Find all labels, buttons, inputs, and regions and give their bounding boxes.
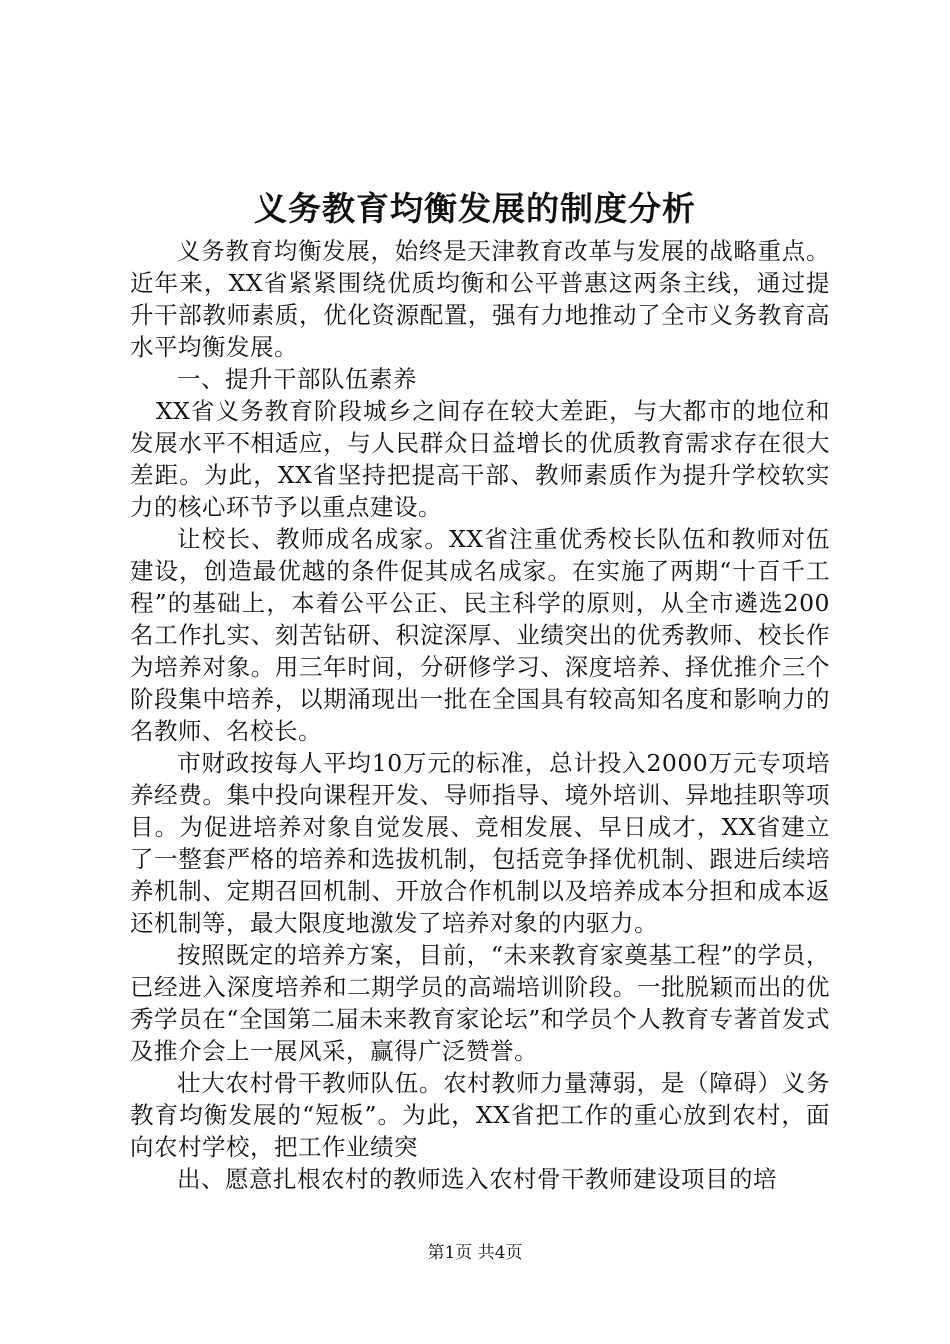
paragraph-training-plan: 按照既定的培养方案，目前，“未来教育家奠基工程”的学员，已经进入深度培养和二期学员的高端培训阶段。一批脱颖而出的优秀学员在“全国第二届未来教育家论坛”和学员个人教育专著首发式及推介会上一展风采，赢得广泛赞誉。 bbox=[130, 941, 830, 1065]
paragraph-intro: 义务教育均衡发展，始终是天津教育改革与发展的战略重点。近年来，XX省紧紧围绕优质均衡和公平普惠这两条主线，通过提升干部教师素质，优化资源配置，强有力地推动了全市义务教育高水平均衡发展。 bbox=[130, 237, 830, 361]
document-title: 义务教育均衡发展的制度分析 bbox=[254, 189, 696, 228]
paragraph-gap: XX省义务教育阶段城乡之间存在较大差距，与大都市的地位和发展水平不相适应，与人民群众日益增长的优质教育需求存在很大差距。为此，XX省坚持把提高干部、教师素质作为提升学校软实力的核心环节予以重点建设。 bbox=[130, 397, 830, 521]
paragraph-rural-teachers: 壮大农村骨干教师队伍。农村教师力量薄弱，是（障碍）义务教育均衡发展的“短板”。为此，XX省把工作的重心放到农村，面向农村学校，把工作业绩突 bbox=[130, 1069, 830, 1161]
paragraph-famous-teachers: 让校长、教师成名成家。XX省注重优秀校长队伍和教师对伍建设，创造最优越的条件促其成名成家。在实施了两期“十百千工程”的基础上，本着公平公正、民主科学的原则，从全市遴选200名工作扎实、刻苦钻研、积淀深厚、业绩突出的优秀教师、校长作为培养对象。用三年时间，分研修学习、深度培养、择优推介三个阶段集中培养，以期涌现出一批在全国具有较高知名度和影响力的名教师、名校长。 bbox=[130, 525, 830, 745]
document-body bbox=[130, 235, 830, 1195]
page-footer: 第1页 共4页 bbox=[427, 1243, 523, 1263]
paragraph-funding: 市财政按每人平均10万元的标准，总计投入2000万元专项培养经费。集中投向课程开发、导师指导、境外培训、异地挂职等项目。为促进培养对象自觉发展、竞相发展、早日成才，XX省建立了一整套严格的培养和选拔机制，包括竞争择优机制、跟进后续培养机制、定期召回机制、开放合作机制以及培养成本分担和成本返还机制等，最大限度地激发了培养对象的内驱力。 bbox=[130, 749, 830, 937]
section-heading: 一、提升干部队伍素养 bbox=[177, 365, 417, 393]
paragraph-continuation: 出、愿意扎根农村的教师选入农村骨干教师建设项目的培 bbox=[177, 1165, 777, 1193]
